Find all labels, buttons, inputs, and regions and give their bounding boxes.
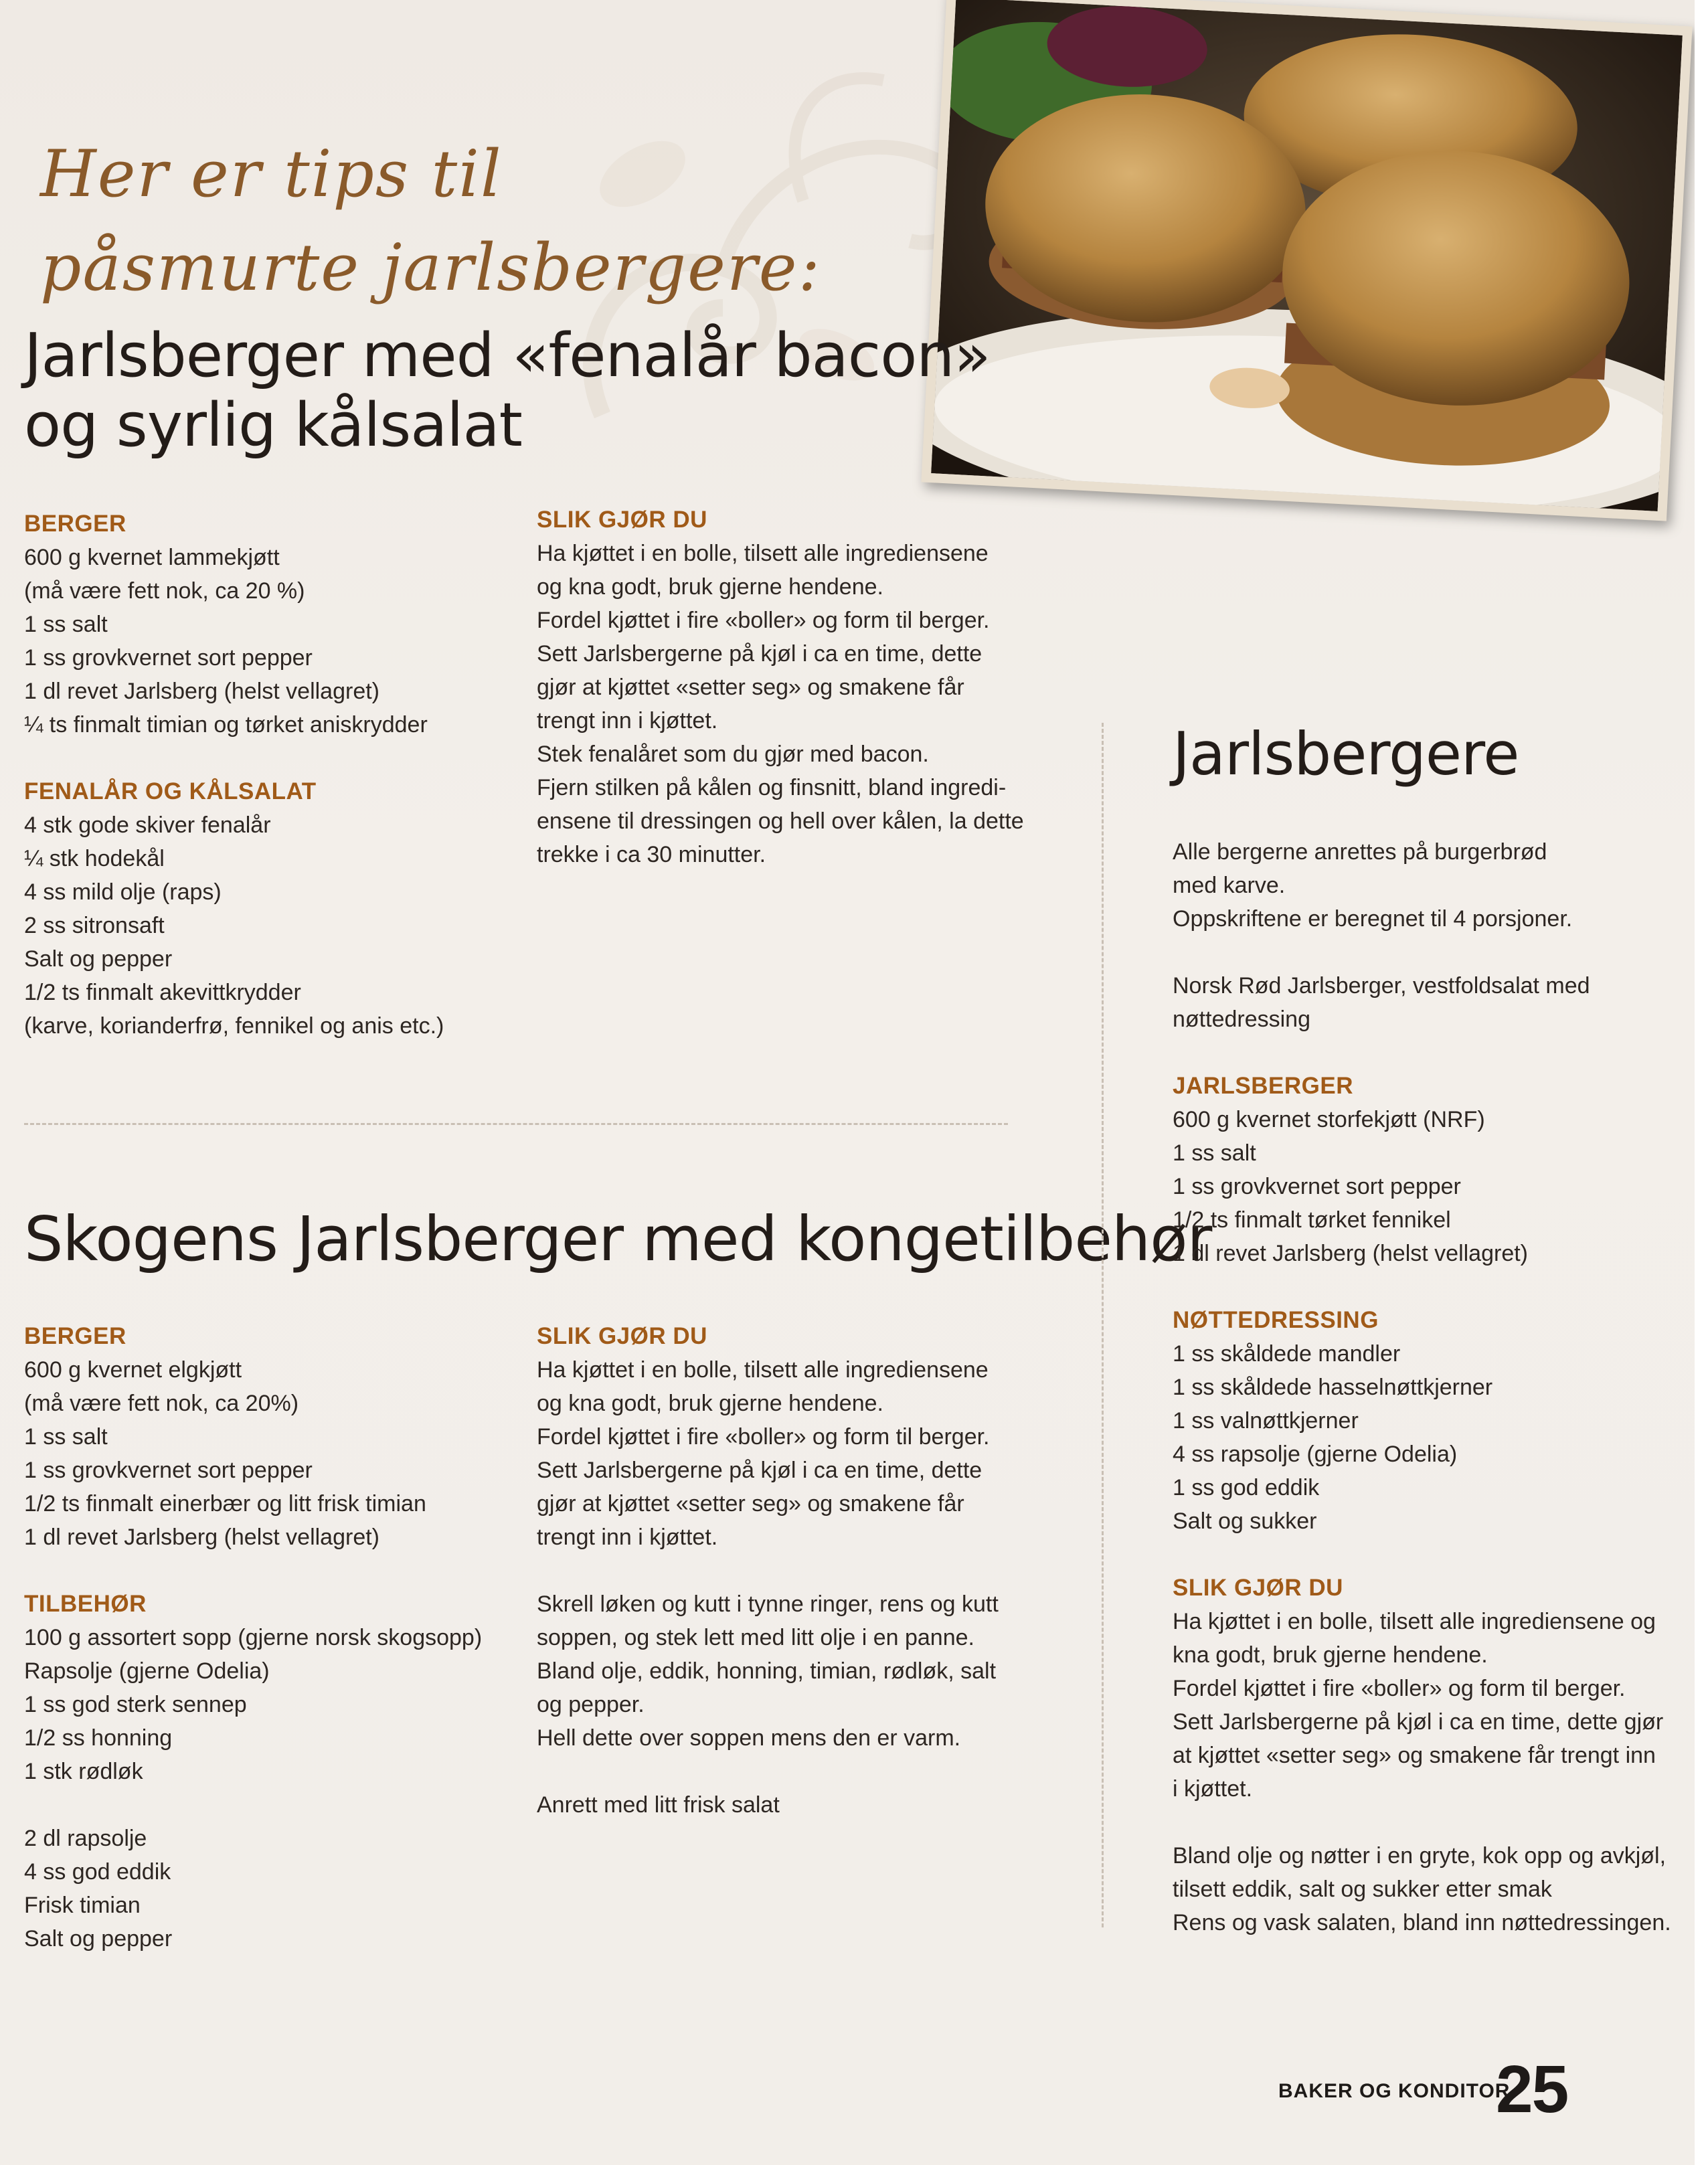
list-item: 1 ss salt <box>24 1424 108 1450</box>
list-item: Salt og pepper <box>24 1926 173 1952</box>
list-item: Frisk timian <box>24 1893 141 1918</box>
method-line: trengt inn i kjøttet. <box>537 1525 718 1550</box>
list-item: 1 ss skåldede mandler <box>1173 1341 1401 1367</box>
list-item: (må være fett nok, ca 20%) <box>24 1391 299 1416</box>
burger-photo <box>921 0 1692 521</box>
method-line: Ha kjøttet i en bolle, tilsett alle ingrediensene <box>537 1357 989 1383</box>
list-item: 1 ss grovkvernet sort pepper <box>24 645 313 671</box>
recipe1-berger-heading: BERGER <box>24 511 126 537</box>
list-item: ¼ stk hodekål <box>24 846 165 871</box>
list-item: Rapsolje (gjerne Odelia) <box>24 1658 270 1684</box>
list-item: 1/2 ts finmalt tørket fennikel <box>1173 1207 1451 1233</box>
method-line: trengt inn i kjøttet. <box>537 708 718 733</box>
script-heading <box>40 127 821 315</box>
method-line: Ha kjøttet i en bolle, tilsett alle ingrediensene <box>537 541 989 566</box>
method-line: Stek fenalåret som du gjør med bacon. <box>537 742 929 767</box>
method-line: Fordel kjøttet i fire «boller» og form til berger. <box>1173 1676 1626 1701</box>
list-item: 1 stk rødløk <box>24 1759 143 1784</box>
method-line: soppen, og stek lett med litt olje i en panne. <box>537 1625 974 1650</box>
method-line: Sett Jarlsbergerne på kjøl i ca en time, dette gjør <box>1173 1709 1664 1735</box>
list-item: (må være fett nok, ca 20 %) <box>24 578 305 604</box>
method-line: Bland olje og nøtter i en gryte, kok opp og avkjøl, <box>1173 1843 1667 1869</box>
method-line: og kna godt, bruk gjerne hendene. <box>537 1391 883 1416</box>
method-line: gjør at kjøttet «setter seg» og smakene får <box>537 1491 964 1517</box>
method-line: Fordel kjøttet i fire «boller» og form til berger. <box>537 1424 990 1450</box>
list-item: ¼ ts finmalt timian og tørket aniskrydder <box>24 712 428 738</box>
method-line: gjør at kjøttet «setter seg» og smakene får <box>537 675 964 700</box>
method-line: Sett Jarlsbergerne på kjøl i ca en time, dette <box>537 1458 983 1483</box>
recipe1-title-line-2: og syrlig kålsalat <box>24 390 522 460</box>
list-item: 2 dl rapsolje <box>24 1826 147 1851</box>
recipe2-method <box>537 1320 1005 1822</box>
script-heading-line-1: Her er tips til <box>40 137 503 211</box>
list-item: 2 ss sitronsaft <box>24 913 165 938</box>
list-item: 1/2 ss honning <box>24 1725 173 1751</box>
recipe2-berger-heading: BERGER <box>24 1323 126 1349</box>
list-item: 1 ss skåldede hasselnøttkjerner <box>1173 1375 1493 1400</box>
list-item: Salt og sukker <box>1173 1508 1317 1534</box>
sidebar-subtitle-line: Norsk Rød Jarlsberger, vestfoldsalat med <box>1173 973 1590 999</box>
list-item: 4 stk gode skiver fenalår <box>24 812 271 838</box>
list-item: 4 ss rapsolje (gjerne Odelia) <box>1173 1442 1458 1467</box>
recipe1-method <box>537 503 1024 871</box>
list-item: 1 ss salt <box>1173 1140 1256 1166</box>
publication-name: BAKER OG KONDITOR <box>1278 2080 1511 2102</box>
method-line: Bland olje, eddik, honning, timian, rødløk, salt <box>537 1658 997 1684</box>
list-item: 1 ss salt <box>24 612 108 637</box>
list-item: 1 ss god sterk sennep <box>24 1692 247 1717</box>
intro-line: Alle bergerne anrettes på burgerbrød <box>1173 839 1547 865</box>
recipe1-method-heading: SLIK GJØR DU <box>537 507 707 533</box>
method-line: i kjøttet. <box>1173 1776 1253 1802</box>
method-line: Fordel kjøttet i fire «boller» og form til berger. <box>537 608 990 633</box>
method-line: kna godt, bruk gjerne hendene. <box>1173 1642 1488 1668</box>
method-line: Sett Jarlsbergerne på kjøl i ca en time, dette <box>537 641 983 667</box>
sidebar-content <box>1173 835 1681 1939</box>
method-line: ensene til dressingen og hell over kålen, la dette <box>537 808 1024 834</box>
method-line: at kjøttet «setter seg» og smakene får trengt inn <box>1173 1743 1656 1768</box>
method-line: Rens og vask salaten, bland inn nøttedressingen. <box>1173 1910 1671 1935</box>
list-item: 600 g kvernet storfekjøtt (NRF) <box>1173 1107 1485 1132</box>
method-line: Fjern stilken på kålen og finsnitt, bland ingredi- <box>537 775 1007 800</box>
method-line: Ha kjøttet i en bolle, tilsett alle ingrediensene og <box>1173 1609 1656 1634</box>
recipe2-ingredients <box>24 1320 519 1956</box>
list-item: 1 ss god eddik <box>1173 1475 1320 1500</box>
list-item: 1 ss grovkvernet sort pepper <box>24 1458 313 1483</box>
method-line: trekke i ca 30 minutter. <box>537 842 766 867</box>
list-item: 600 g kvernet lammekjøtt <box>24 545 280 570</box>
list-item: 600 g kvernet elgkjøtt <box>24 1357 242 1383</box>
intro-line: Oppskriftene er beregnet til 4 porsjoner. <box>1173 906 1573 932</box>
list-item: 1 dl revet Jarlsberg (helst vellagret) <box>1173 1241 1529 1266</box>
recipe1-fenalar-heading: FENALÅR OG KÅLSALAT <box>24 778 317 804</box>
recipe1-ingredients <box>24 507 519 1043</box>
section-divider <box>24 1123 1008 1125</box>
list-item: 1 ss valnøttkjerner <box>1173 1408 1359 1434</box>
sidebar-method-heading: SLIK GJØR DU <box>1173 1575 1343 1601</box>
dressing-heading: NØTTEDRESSING <box>1173 1307 1379 1333</box>
list-item: 4 ss mild olje (raps) <box>24 879 222 905</box>
recipe2-tilbehor-heading: TILBEHØR <box>24 1591 147 1617</box>
jarlsberger-heading: JARLSBERGER <box>1173 1073 1353 1099</box>
recipe1-title-line-1: Jarlsberger med «fenalår bacon» <box>24 321 991 391</box>
recipe2-method-heading: SLIK GJØR DU <box>537 1323 707 1349</box>
list-item: 1/2 ts finmalt einerbær og litt frisk timian <box>24 1491 426 1517</box>
list-item: 4 ss god eddik <box>24 1859 171 1885</box>
serve-line: Anrett med litt frisk salat <box>537 1792 780 1818</box>
list-item: 100 g assortert sopp (gjerne norsk skogsopp) <box>24 1625 483 1650</box>
list-item: 1/2 ts finmalt akevittkrydder <box>24 980 301 1005</box>
page-number: 25 <box>1496 2052 1568 2127</box>
column-divider <box>1102 723 1104 1927</box>
sidebar-title: Jarlsbergere <box>1173 719 1519 788</box>
method-line: og pepper. <box>537 1692 645 1717</box>
intro-line: med karve. <box>1173 873 1286 898</box>
recipe1-title <box>24 321 990 460</box>
recipe2-title: Skogens Jarlsberger med kongetilbehør <box>24 1203 1212 1275</box>
list-item: 1 dl revet Jarlsberg (helst vellagret) <box>24 1525 380 1550</box>
list-item: (karve, korianderfrø, fennikel og anis etc.) <box>24 1013 444 1039</box>
script-heading-line-2: påsmurte jarlsbergere: <box>40 230 821 305</box>
method-line: Hell dette over soppen mens den er varm. <box>537 1725 961 1751</box>
list-item: Salt og pepper <box>24 946 173 972</box>
sidebar-subtitle-line: nøttedressing <box>1173 1007 1310 1032</box>
list-item: 1 ss grovkvernet sort pepper <box>1173 1174 1461 1199</box>
list-item: 1 dl revet Jarlsberg (helst vellagret) <box>24 679 380 704</box>
method-line: Skrell løken og kutt i tynne ringer, rens og kutt <box>537 1591 999 1617</box>
method-line: tilsett eddik, salt og sukker etter smak <box>1173 1877 1552 1902</box>
method-line: og kna godt, bruk gjerne hendene. <box>537 574 883 600</box>
